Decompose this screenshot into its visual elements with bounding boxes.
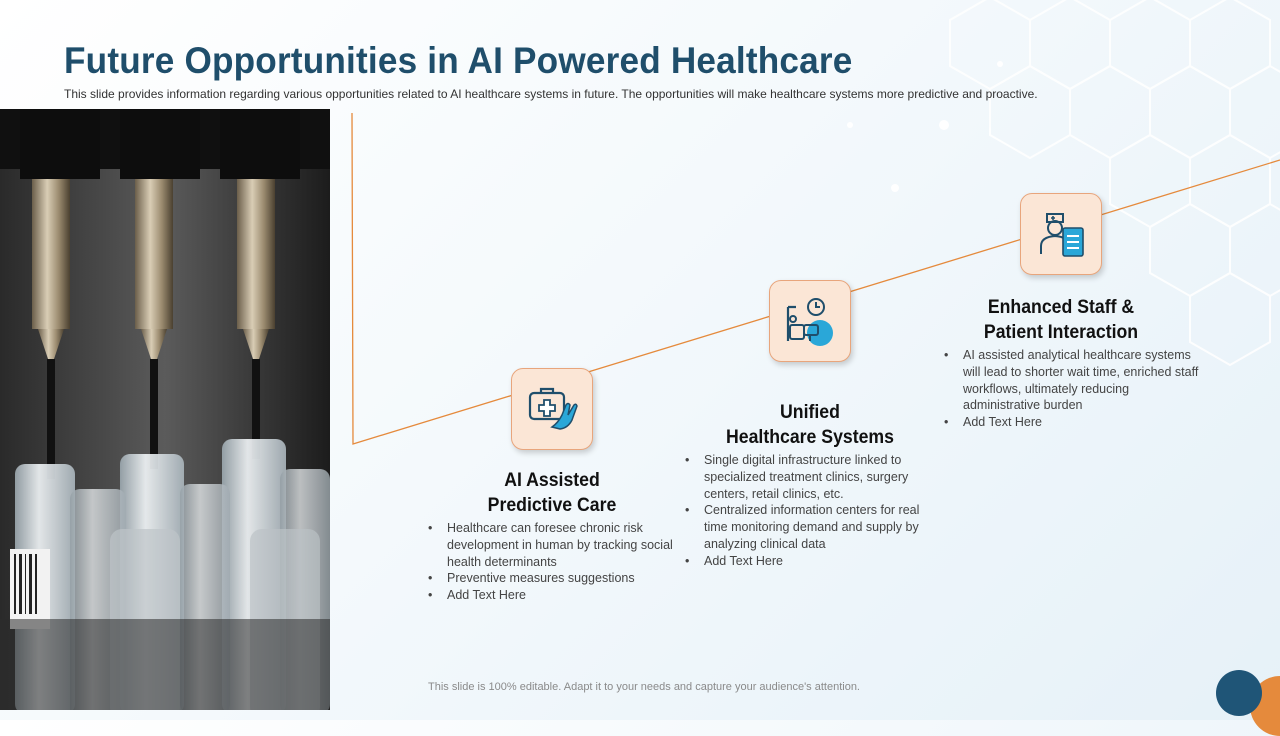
page-title: Future Opportunities in AI Powered Healthcare [64, 40, 853, 81]
nurse-clipboard-icon [1033, 206, 1089, 262]
lab-pipettes-photo [0, 109, 330, 710]
step1-icon-box [511, 368, 593, 450]
list-item: • Add Text Here [704, 553, 944, 570]
footer-note: This slide is 100% editable. Adapt it to your needs and capture your audience's attention. [428, 681, 860, 693]
step2-bullet-list [684, 452, 944, 570]
list-item: • Centralized information centers for real time monitoring demand and supply by analyzing clinical data [704, 502, 944, 552]
list-item: • AI assisted analytical healthcare systems will lead to shorter wait time, enriched staff workflows, ultimately reducing administrative burden [963, 347, 1203, 414]
step2-icon-box [769, 280, 851, 362]
patient-monitor-icon [782, 293, 838, 349]
list-item: • Preventive measures suggestions [447, 570, 682, 587]
list-item: • Single digital infrastructure linked to specialized treatment clinics, surgery centers, retail clinics, etc. [704, 452, 944, 502]
step3-title: Enhanced Staff & Patient Interaction [983, 297, 1139, 343]
step3-bullet-list [943, 347, 1203, 431]
page-subtitle: This slide provides information regarding various opportunities related to AI healthcare systems in future. The opportunities will make healthcare systems more predictive and proactive. [64, 87, 1038, 101]
list-item: • Add Text Here [963, 414, 1203, 431]
step1-bullet-list [427, 520, 682, 604]
list-item: • Healthcare can foresee chronic risk development in human by tracking social health determinants [447, 520, 682, 570]
medical-kit-hands-icon [524, 381, 580, 437]
step1-title: AI Assisted Predictive Care [487, 470, 617, 516]
decorative-blue-circle [1216, 670, 1262, 716]
step2-title: Unified Healthcare Systems [726, 402, 894, 448]
list-item: • Add Text Here [447, 587, 682, 604]
step3-icon-box [1020, 193, 1102, 275]
